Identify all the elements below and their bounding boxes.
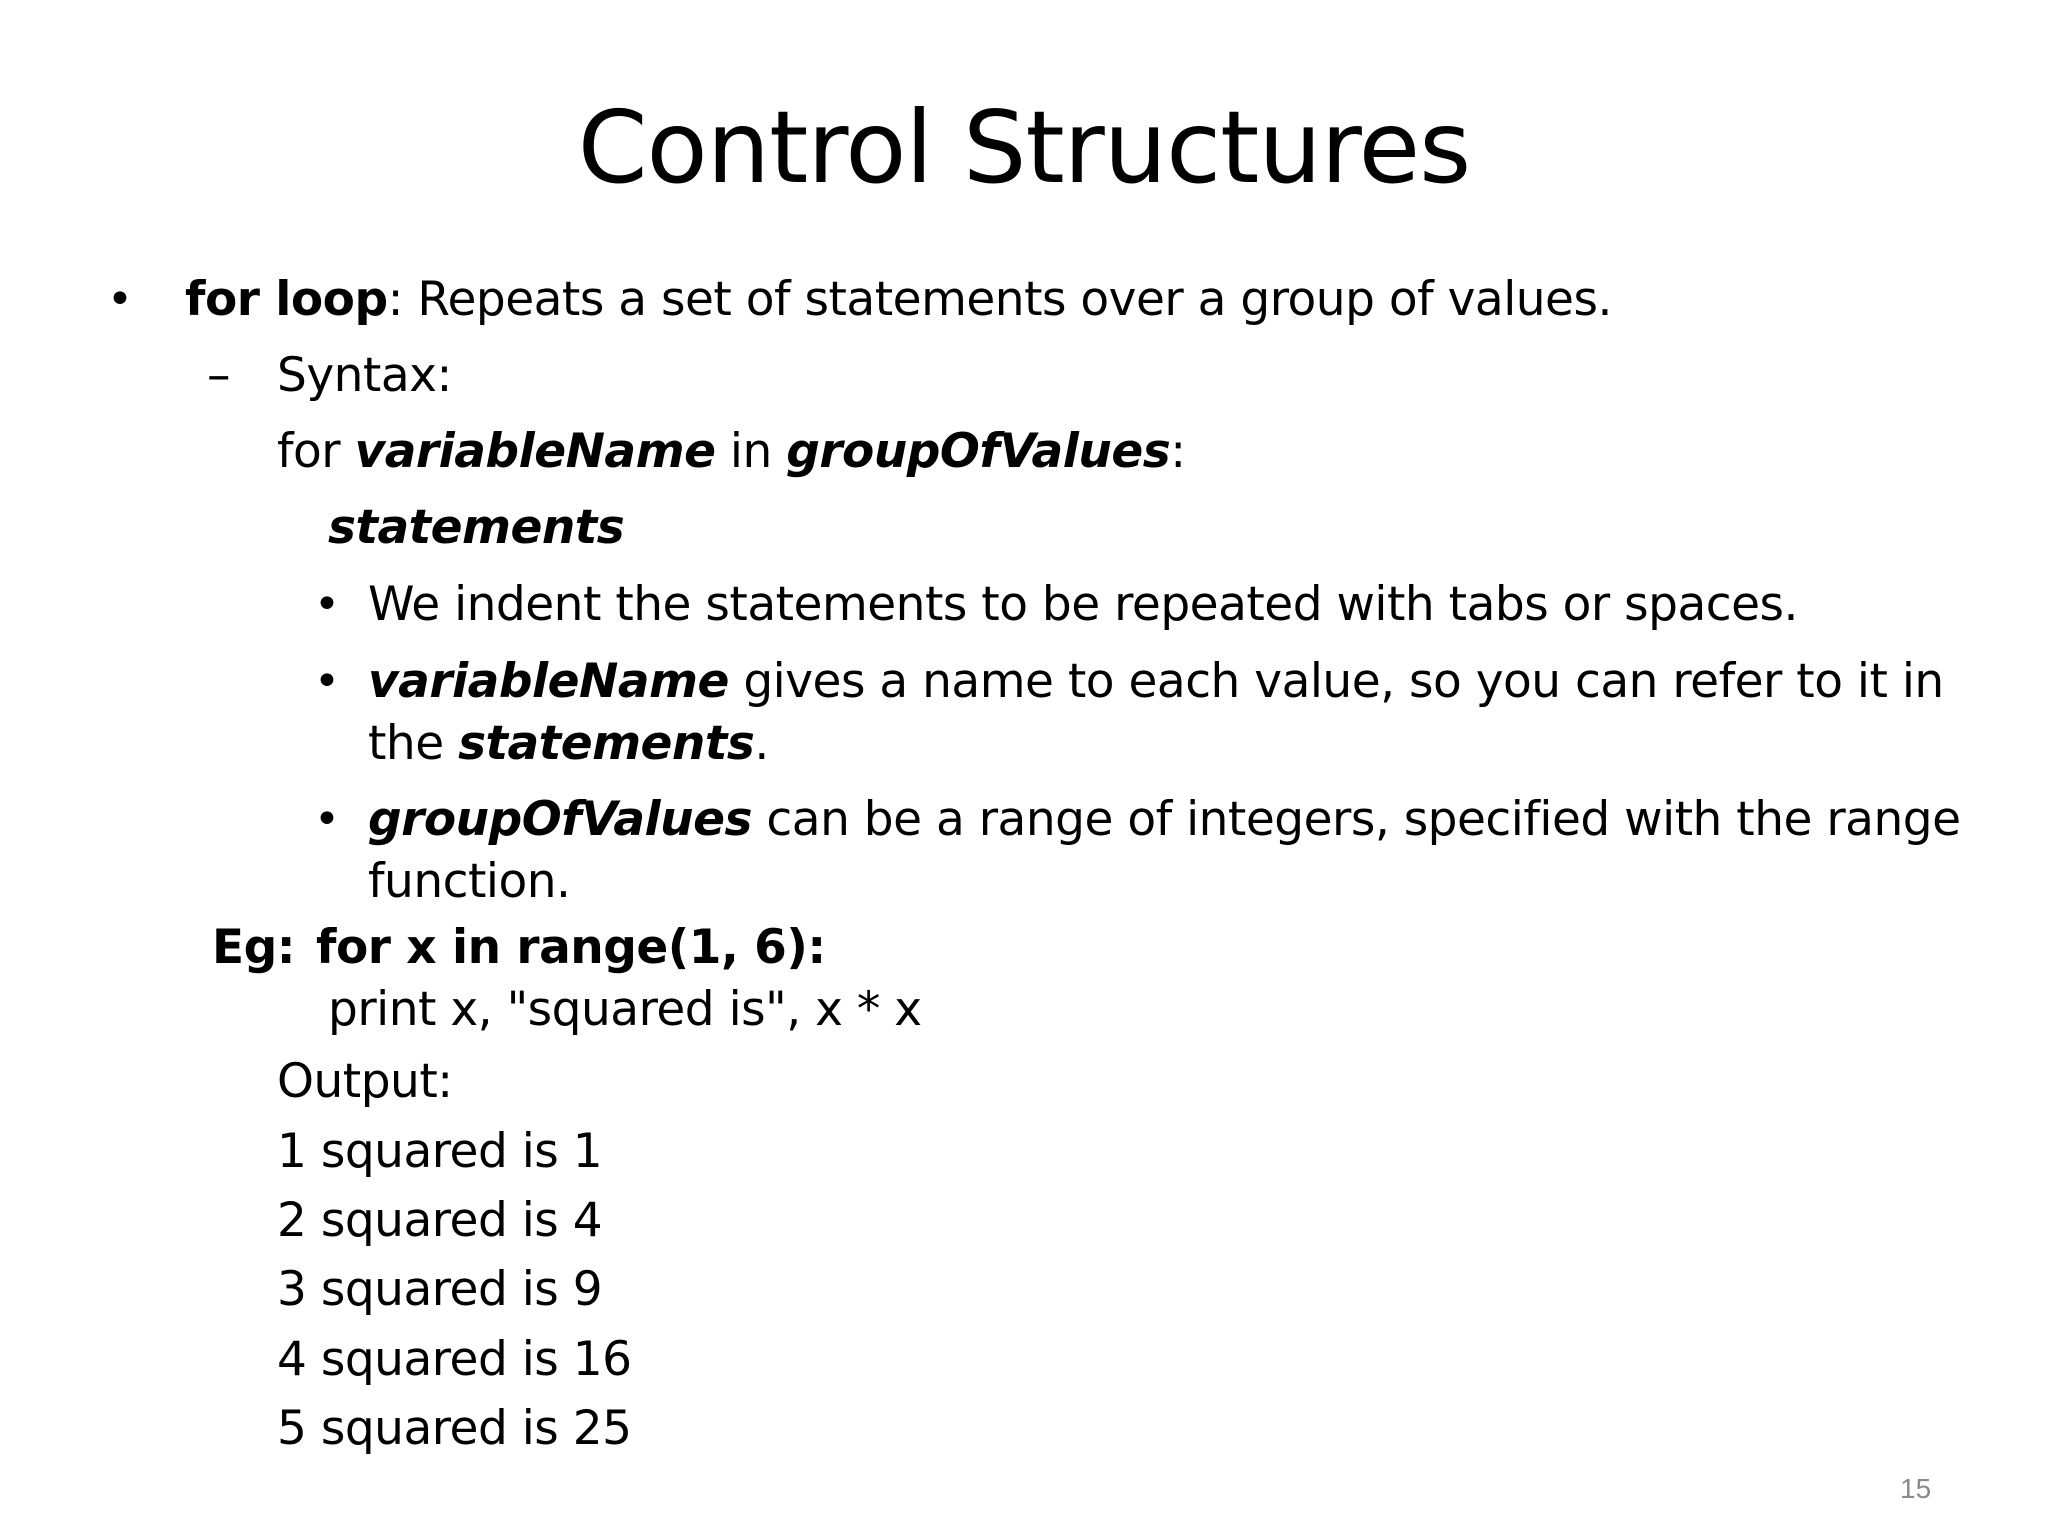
sub-bullet-group-line-2: function. [368, 854, 571, 909]
example-code-line-1: for x in range(1, 6): [316, 920, 826, 975]
group-of-values-description: can be a range of integers, specified with the range [751, 792, 1961, 847]
syntax-line-1 [277, 424, 1186, 479]
variable-name-term: variableName [368, 654, 729, 709]
sub-bullet-icon: • [314, 656, 340, 707]
output-line: 4 squared is 16 [277, 1332, 632, 1387]
statements-term: statements [458, 716, 755, 771]
example-code-line-2: print x, "squared is", x * x [328, 982, 922, 1037]
syntax-group-of-values: groupOfValues [786, 424, 1171, 479]
sub-bullet-variable-line-1 [368, 654, 1944, 709]
variable-line-2-post: . [754, 716, 769, 771]
variable-line-2-pre: the [368, 716, 459, 771]
syntax-statements: statements [328, 500, 625, 555]
syntax-variable-name: variableName [354, 424, 716, 479]
syntax-label: Syntax: [277, 348, 452, 403]
sub-bullet-icon: • [314, 794, 340, 845]
for-loop-description: : Repeats a set of statements over a group of values. [387, 272, 1612, 327]
output-line: 2 squared is 4 [277, 1193, 603, 1248]
group-of-values-term: groupOfValues [368, 792, 752, 847]
variable-name-description: gives a name to each value, so you can refer to it in [728, 654, 1944, 709]
dash-icon: – [207, 348, 230, 403]
page-number: 15 [1900, 1473, 1932, 1504]
output-label: Output: [277, 1054, 453, 1109]
sub-bullet-indent-text: We indent the statements to be repeated with tabs or spaces. [368, 577, 1798, 632]
syntax-colon: : [1170, 424, 1186, 479]
syntax-for-keyword: for [277, 424, 355, 479]
for-loop-term: for loop [185, 272, 388, 327]
output-line: 3 squared is 9 [277, 1262, 603, 1317]
sub-bullet-variable-line-2 [368, 716, 769, 771]
example-label: Eg: [212, 920, 296, 975]
slide-title: Control Structures [577, 89, 1471, 206]
output-line: 1 squared is 1 [277, 1124, 603, 1179]
syntax-in-keyword: in [715, 424, 787, 479]
sub-bullet-icon: • [314, 579, 340, 630]
bullet-icon: • [107, 274, 133, 325]
main-bullet-text [185, 272, 1612, 327]
output-line: 5 squared is 25 [277, 1401, 632, 1456]
sub-bullet-group-line-1 [368, 792, 1961, 847]
